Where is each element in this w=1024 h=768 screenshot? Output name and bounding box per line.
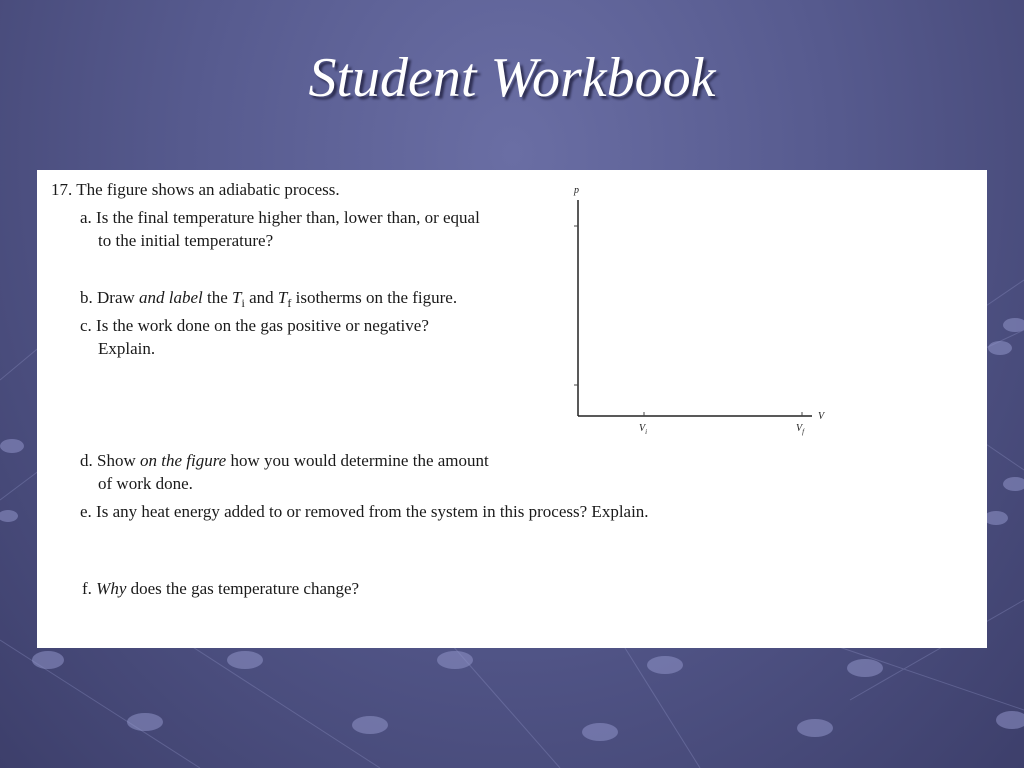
part-b-t2-sub: f — [287, 296, 292, 310]
part-d-letter: d. — [80, 451, 93, 470]
part-e-letter: e. — [80, 502, 92, 521]
part-c-letter: c. — [80, 316, 92, 335]
part-a-line1: Is the final temperature higher than, lower than, or equal — [96, 208, 480, 227]
pv-diagram — [567, 180, 837, 450]
question-intro-text: The figure shows an adiabatic process. — [76, 180, 340, 199]
part-e — [80, 500, 649, 523]
part-f-letter: f. — [82, 579, 92, 598]
p-axis-label: p — [574, 185, 579, 196]
part-b-post: isotherms on the figure. — [291, 288, 458, 307]
part-b-letter: b. — [80, 288, 93, 307]
part-a — [80, 206, 480, 229]
part-a-letter: a. — [80, 208, 92, 227]
part-f — [82, 577, 359, 600]
part-c-line2: Explain. — [98, 339, 156, 358]
part-d-pre: Show — [97, 451, 140, 470]
question-intro — [51, 178, 340, 201]
part-b-mid1: the — [202, 288, 233, 307]
part-d-emphasis: on the figure — [139, 451, 227, 470]
part-e-line1: Is any heat energy added to or removed from the system in this process? Explain. — [96, 502, 649, 521]
part-b-mid2: and — [244, 288, 278, 307]
question-number: 17. — [51, 180, 73, 199]
part-d-line2: of work done. — [98, 474, 193, 493]
vf-label-main: V — [796, 423, 803, 434]
part-b-t1-sub: i — [241, 296, 245, 310]
slide-title: Student Workbook — [308, 47, 716, 109]
vi-label — [639, 423, 647, 436]
part-d-post: how you would determine the amount — [226, 451, 489, 470]
vi-label-sub: i — [645, 428, 648, 436]
part-f-emphasis: Why — [96, 579, 127, 598]
part-b — [80, 286, 457, 309]
vi-label-main: V — [639, 423, 646, 434]
vf-label-sub: f — [802, 428, 805, 436]
part-b-emphasis: and label — [139, 288, 203, 307]
part-c-line1: Is the work done on the gas positive or negative? — [96, 316, 429, 335]
part-d — [80, 449, 489, 472]
part-f-post: does the gas temperature change? — [126, 579, 360, 598]
part-a-line2: to the initial temperature? — [98, 231, 274, 250]
v-axis-label: V — [818, 411, 825, 422]
worksheet-image — [37, 170, 987, 648]
part-b-pre: Draw — [97, 288, 140, 307]
vf-label — [796, 423, 805, 436]
part-c — [80, 314, 429, 337]
part-b-t2: T — [277, 288, 288, 307]
part-b-t1: T — [232, 288, 242, 307]
